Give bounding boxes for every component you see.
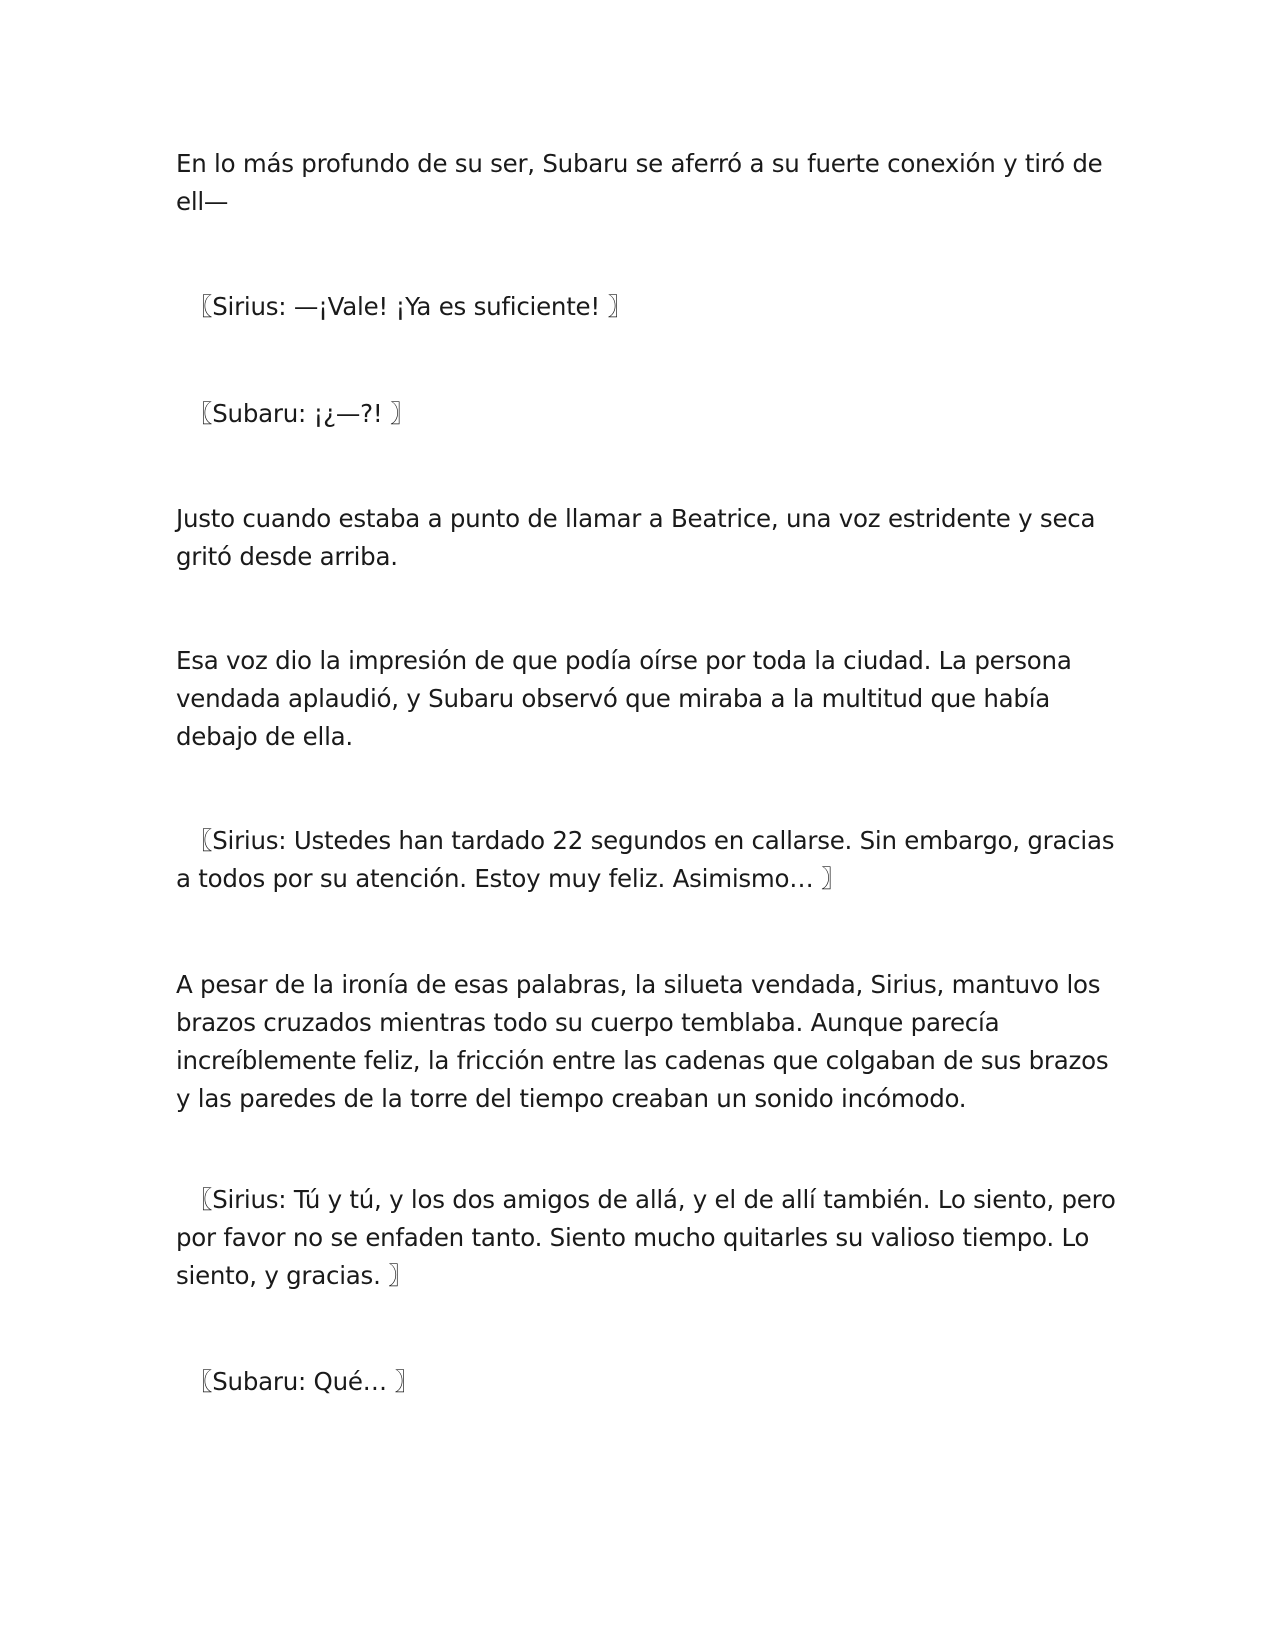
text-line: 〖Sirius: —¡Vale! ¡Ya es suficiente! 〗 bbox=[188, 292, 632, 321]
text-line: 〖Sirius: Ustedes han tardado 22 segundos en callarse. Sin embargo, gracias bbox=[188, 826, 1115, 855]
text-line: En lo más profundo de su ser, Subaru se aferró a su fuerte conexión y tiró de bbox=[176, 149, 1103, 178]
text-line: siento, y gracias. 〗 bbox=[176, 1261, 413, 1290]
text-line: increíblemente feliz, la fricción entre las cadenas que colgaban de sus brazos bbox=[176, 1046, 1109, 1075]
paragraph-dialogue-subaru-2 bbox=[176, 1363, 1096, 1401]
text-line: 〖Subaru: ¡¿—?! 〗 bbox=[188, 399, 415, 428]
paragraph-narration-4 bbox=[176, 966, 1109, 1118]
text-line: 〖Sirius: Tú y tú, y los dos amigos de allá, y el de allí también. Lo siento, pero bbox=[188, 1185, 1116, 1214]
paragraph-dialogue-sirius-2 bbox=[176, 822, 1115, 898]
paragraph-narration-2 bbox=[176, 500, 1096, 576]
paragraph-dialogue-sirius-1 bbox=[176, 288, 1096, 326]
text-line: A pesar de la ironía de esas palabras, la silueta vendada, Sirius, mantuvo los bbox=[176, 970, 1101, 999]
text-line: Esa voz dio la impresión de que podía oírse por toda la ciudad. La persona bbox=[176, 646, 1072, 675]
text-line: debajo de ella. bbox=[176, 722, 353, 751]
text-line: a todos por su atención. Estoy muy feliz. Asimismo… 〗 bbox=[176, 864, 846, 893]
text-line: Justo cuando estaba a punto de llamar a Beatrice, una voz estridente y seca bbox=[176, 504, 1096, 533]
text-line: y las paredes de la torre del tiempo creaban un sonido incómodo. bbox=[176, 1084, 967, 1113]
text-line: ell— bbox=[176, 187, 229, 216]
paragraph-dialogue-sirius-3 bbox=[176, 1181, 1116, 1295]
paragraph-dialogue-subaru-1 bbox=[176, 395, 1096, 433]
paragraph-narration-1 bbox=[176, 145, 1103, 221]
text-line: gritó desde arriba. bbox=[176, 542, 398, 571]
text-line: vendada aplaudió, y Subaru observó que miraba a la multitud que había bbox=[176, 684, 1051, 713]
text-line: brazos cruzados mientras todo su cuerpo temblaba. Aunque parecía bbox=[176, 1008, 1000, 1037]
text-line: por favor no se enfaden tanto. Siento mucho quitarles su valioso tiempo. Lo bbox=[176, 1223, 1090, 1252]
text-line: 〖Subaru: Qué… 〗 bbox=[188, 1367, 419, 1396]
paragraph-narration-3 bbox=[176, 642, 1096, 756]
